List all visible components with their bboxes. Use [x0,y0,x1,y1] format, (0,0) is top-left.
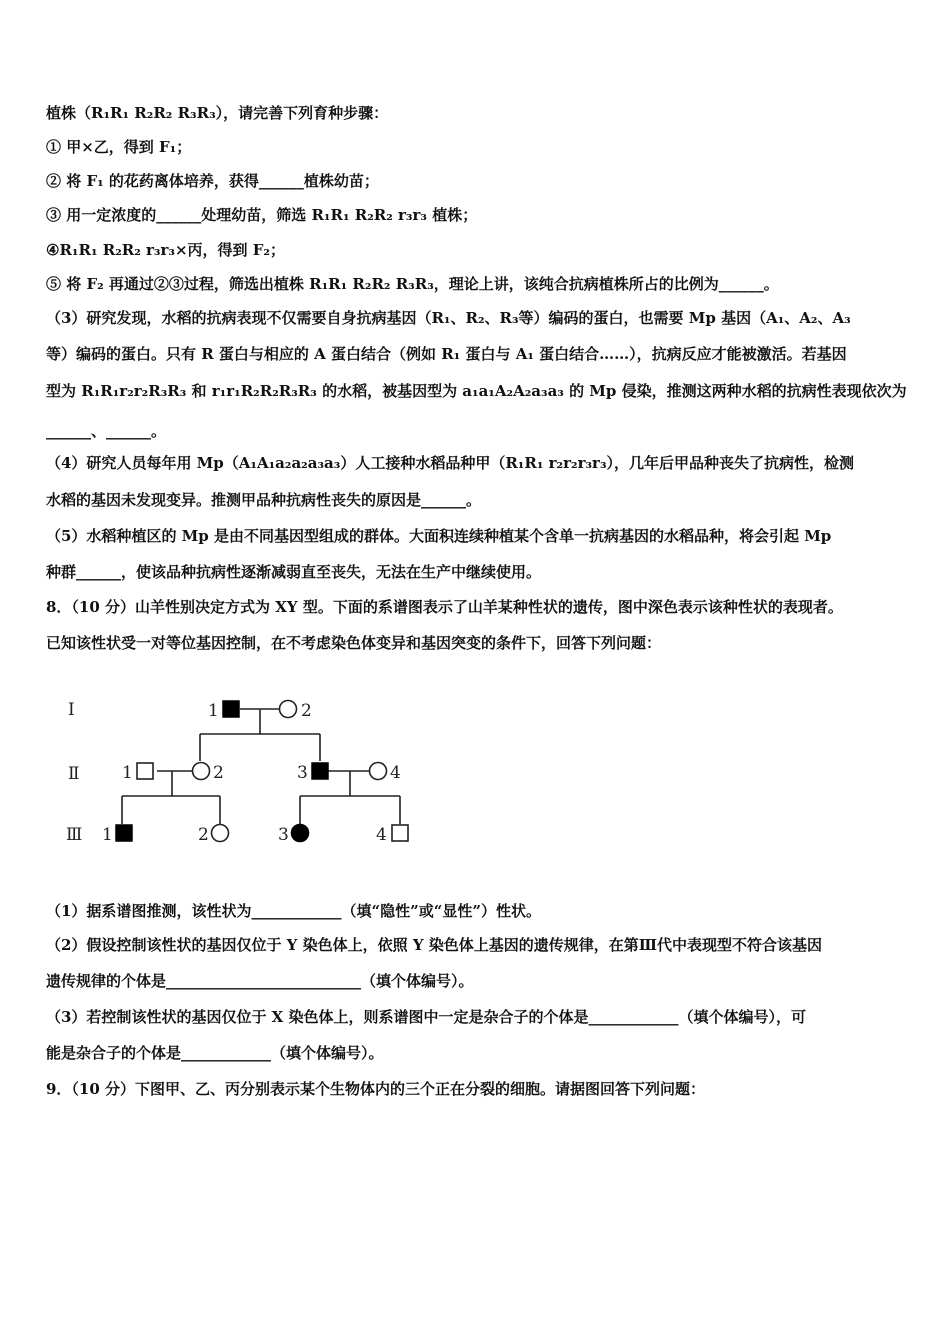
gen2-male3-affected-square [312,763,328,779]
text-line-4: ③ 用一定浓度的______处理幼苗，筛选 R₁R₁ R₂R₂ r₃r₃ 植株； [46,206,478,224]
text-line-16: 已知该性状受一对等位基因控制，在不考虑染色体变异和基因突变的条件下，回答下列问题： [46,634,662,652]
text-line-8: 等）编码的蛋白。只有 R 蛋白与相应的 A 蛋白结合（例如 R₁ 蛋白与 A₁ 蛋白结合……），抗病反应才能被激活。若基因 [46,345,847,363]
gen2-female2-circle [193,763,210,780]
gen3-female2-number: 2 [198,825,209,845]
gen2-male3-number: 3 [297,763,308,783]
gen2-female2-number: 2 [213,763,224,783]
text-line-13: （5）水稻种植区的 Mp 是由不同基因型组成的群体。大面积连续种植某个含单一抗病基因的水稻品种，将会引起 Mp [46,527,832,545]
text-line-18: （2）假设控制该性状的基因仅位于 Y 染色体上，依照 Y 染色体上基因的遗传规律，在第Ⅲ代中表现型不符合该基因 [46,936,823,954]
pedigree-diagram [60,690,420,855]
text-line-7: （3）研究发现，水稻的抗病表现不仅需要自身抗病基因（R₁、R₂、R₃等）编码的蛋白，也需要 Mp 基因（A₁、A₂、A₃ [46,309,851,327]
gen3-male4-number: 4 [376,825,387,845]
gen1-female-number: 2 [301,701,312,721]
text-line-12: 水稻的基因未发现变异。推测甲品种抗病性丧失的原因是______。 [46,491,482,509]
gen2-male1-number: 1 [122,763,133,783]
gen3-female3-affected-circle [292,825,309,842]
gen-label-1: Ⅰ [68,700,75,720]
text-line-11: （4）研究人员每年用 Mp（A₁A₁a₂a₂a₃a₃）人工接种水稻品种甲（R₁R₁ r₂r₂r₃r₃），几年后甲品种丧失了抗病性，检测 [46,454,855,472]
gen2-female4-circle [370,763,387,780]
gen3-female3-number: 3 [278,825,289,845]
gen-label-3: Ⅲ [66,825,83,845]
gen3-male1-affected-square [116,825,132,841]
text-line-9: 型为 R₁R₁r₂r₂R₃R₃ 和 r₁r₁R₂R₂R₃R₃ 的水稻，被基因型为 a₁a₁A₂A₂a₃a₃ 的 Mp 侵染，推测这两种水稻的抗病性表现依次为 [46,382,907,400]
gen3-male1-number: 1 [102,825,113,845]
text-line-2: ① 甲×乙，得到 F₁； [46,138,192,156]
text-line-1: 植株（R₁R₁ R₂R₂ R₃R₃），请完善下列育种步骤： [46,104,389,122]
text-line-3: ② 将 F₁ 的花药离体培养，获得______植株幼苗； [46,172,379,190]
text-line-10: ______、______。 [46,422,167,440]
text-line-22: 9．（10 分）下图甲、乙、丙分别表示某个生物体内的三个正在分裂的细胞。请据图回答下列问题： [46,1080,706,1098]
gen1-male-number: 1 [208,701,219,721]
gen-label-2: Ⅱ [68,764,80,784]
pedigree-lines [122,709,400,824]
text-line-17: （1）据系谱图推测，该性状为____________（填“隐性”或“显性”）性状。 [46,902,541,920]
text-line-5: ④R₁R₁ R₂R₂ r₃r₃×丙，得到 F₂； [46,241,285,259]
gen3-male4-square [392,825,408,841]
gen1-male-affected-square [223,701,239,717]
gen2-male1-square [137,763,153,779]
text-line-20: （3）若控制该性状的基因仅位于 X 染色体上，则系谱图中一定是杂合子的个体是____________（填个体编号），可 [46,1008,807,1026]
text-line-6: ⑤ 将 F₂ 再通过②③过程，筛选出植株 R₁R₁ R₂R₂ R₃R₃，理论上讲，该纯合抗病植株所占的比例为______。 [46,275,779,293]
text-line-14: 种群______，使该品种抗病性逐渐减弱直至丧失，无法在生产中继续使用。 [46,563,542,581]
text-line-19: 遗传规律的个体是__________________________（填个体编号）。 [46,972,474,990]
gen1-female-circle [280,701,297,718]
text-line-15: 8．（10 分）山羊性别决定方式为 XY 型。下面的系谱图表示了山羊某种性状的遗传，图中深色表示该种性状的表现者。 [46,598,843,616]
text-line-21: 能是杂合子的个体是____________（填个体编号）。 [46,1044,384,1062]
gen2-female4-number: 4 [390,763,401,783]
gen3-female2-circle [212,825,229,842]
